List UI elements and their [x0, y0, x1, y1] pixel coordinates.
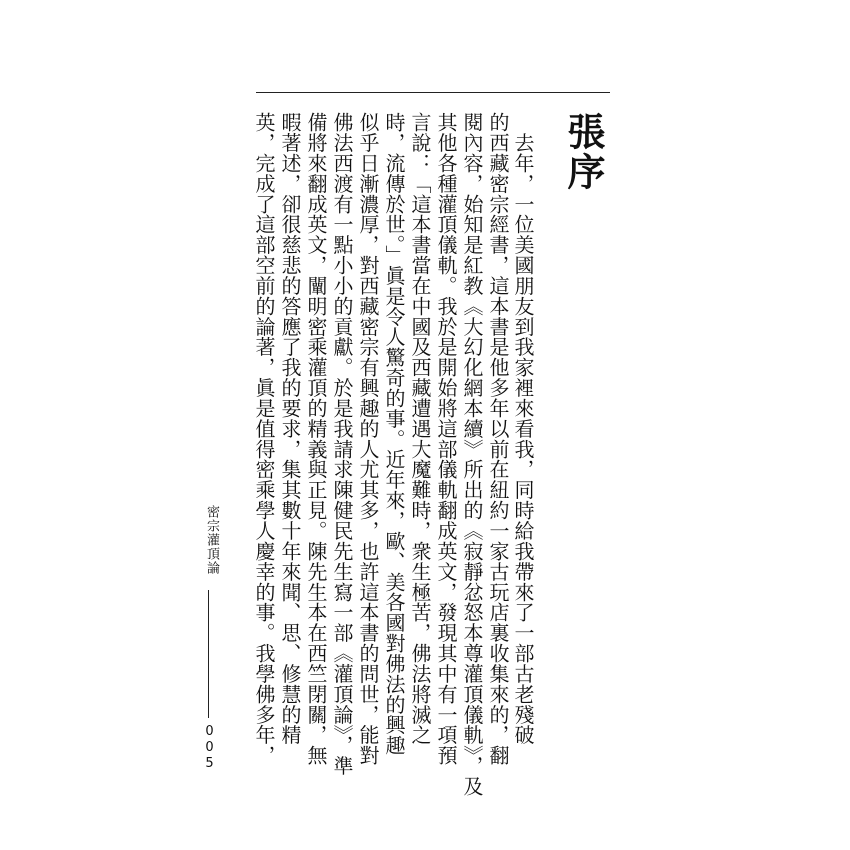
top-rule — [256, 92, 610, 93]
text-line-5: 言說：「這本書當在中國及西藏遭遇大魔難時，衆生極苦，佛法將滅之 — [408, 112, 432, 746]
text-line-6: 時，流傳於世。」眞是令人驚奇的事。近年來，歐、美各國對佛法的興趣 — [382, 112, 406, 756]
text-line-3: 閱內容，始知是紅教《大幻化網本續》所出的《寂靜忿怒本尊灌頂儀軌》，及 — [460, 112, 484, 797]
footer-rule — [208, 590, 209, 718]
text-line-1: 去年，一位美國朋友到我家裡來看我，同時給我帶來了一部古老殘破 — [511, 112, 535, 746]
footer-book-title: 密宗灌頂論 — [204, 505, 219, 575]
text-line-2: 的西藏密宗經書，這本書是他多年以前在紐約一家古玩店裏收集來的，翻 — [486, 112, 510, 766]
chapter-heading: 張序 — [561, 112, 605, 192]
text-line-10: 暇著述，卻很慈悲的答應了我的要求，集其數十年來聞、思、修慧的精 — [278, 112, 302, 746]
text-line-8: 佛法西渡有一點小小的貢獻。於是我請求陳健民先生寫一部《灌頂論》，準 — [330, 112, 354, 776]
page-number: 005 — [202, 724, 217, 772]
text-line-4: 其他各種灌頂儀軌。我於是開始將這部儀軌翻成英文，發現其中有一項預 — [434, 112, 458, 766]
text-line-9: 備將來翻成英文，闡明密乘灌頂的精義與正見。陳先生本在西竺閉關，無 — [304, 112, 328, 766]
text-line-11: 英，完成了這部空前的論著，眞是值得密乘學人慶幸的事。我學佛多年， — [252, 112, 276, 766]
text-line-7: 似乎日漸濃厚，對西藏密宗有興趣的人尤其多，也許這本書的問世，能對 — [356, 112, 380, 766]
